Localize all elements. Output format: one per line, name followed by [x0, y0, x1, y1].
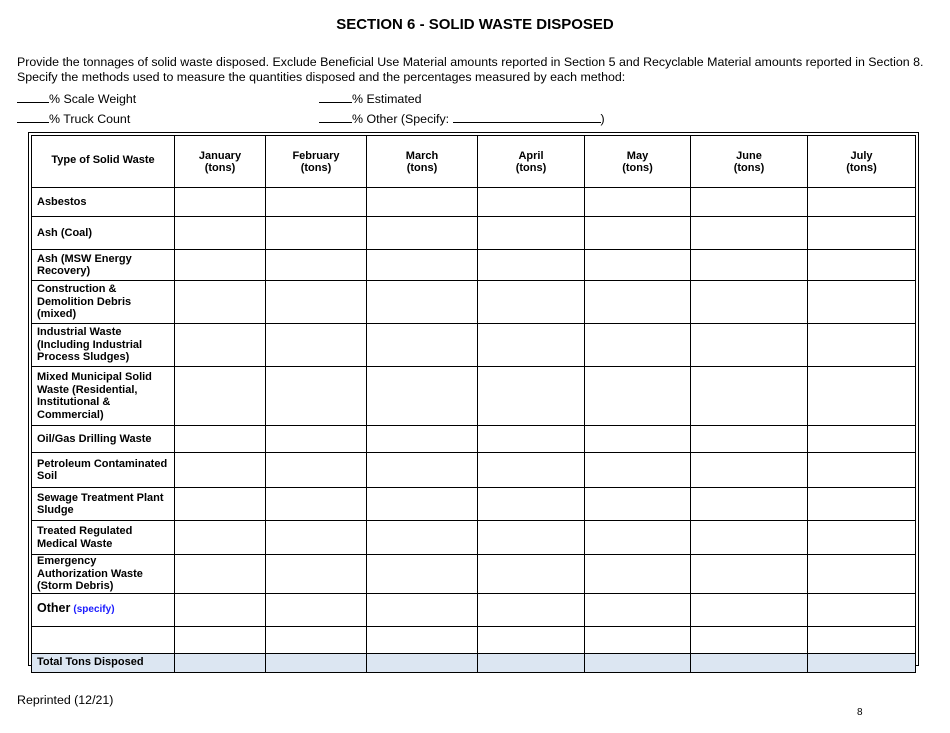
month-name: May [626, 149, 649, 162]
tonnage-cell[interactable] [266, 521, 367, 555]
total-cell[interactable] [478, 653, 585, 672]
other-type-cell[interactable] [32, 626, 175, 653]
waste-row [32, 217, 916, 250]
method-scale-weight[interactable] [17, 91, 136, 106]
tonnage-cell[interactable] [478, 593, 585, 626]
total-cell[interactable] [175, 653, 266, 672]
waste-type-label [32, 426, 175, 453]
waste-table-frame [28, 132, 919, 669]
tonnage-cell[interactable] [367, 250, 478, 281]
tonnage-cell[interactable] [585, 593, 691, 626]
tonnage-cell[interactable] [478, 217, 585, 250]
tonnage-cell[interactable] [175, 217, 266, 250]
tonnage-cell[interactable] [266, 488, 367, 521]
method-estimated[interactable] [319, 91, 422, 106]
waste-type-line: Waste (Residential, [37, 383, 138, 396]
tonnage-cell[interactable] [478, 626, 585, 653]
tonnage-cell[interactable] [585, 324, 691, 367]
tonnage-cell[interactable] [691, 250, 808, 281]
waste-type-label [32, 521, 175, 555]
waste-type-line: Demolition Debris [37, 295, 132, 308]
tonnage-cell[interactable] [175, 250, 266, 281]
tonnage-cell[interactable] [266, 324, 367, 367]
tonnage-cell[interactable] [175, 426, 266, 453]
tonnage-cell[interactable] [691, 217, 808, 250]
tonnage-cell[interactable] [808, 367, 916, 426]
waste-type-label [32, 250, 175, 281]
tonnage-cell[interactable] [175, 488, 266, 521]
tonnage-cell[interactable] [478, 521, 585, 555]
tonnage-cell[interactable] [367, 521, 478, 555]
waste-row [32, 250, 916, 281]
scale-weight-label: % Scale Weight [49, 92, 137, 106]
waste-type-label [32, 488, 175, 521]
tonnage-cell[interactable] [585, 521, 691, 555]
waste-type-line: Ash (MSW Energy [37, 252, 132, 265]
waste-type-line: Mixed Municipal Solid [37, 371, 152, 383]
tonnage-cell[interactable] [585, 281, 691, 324]
waste-type-line: Petroleum Contaminated [37, 457, 168, 470]
tonnage-cell[interactable] [691, 367, 808, 426]
tonnage-cell[interactable] [367, 281, 478, 324]
tonnage-cell[interactable] [175, 521, 266, 555]
tonnage-cell[interactable] [691, 521, 808, 555]
tonnage-cell[interactable] [478, 555, 585, 594]
total-cell[interactable] [585, 653, 691, 672]
month-name: July [850, 149, 873, 162]
tonnage-cell[interactable] [808, 426, 916, 453]
truck-count-blank[interactable] [17, 111, 49, 123]
waste-type-line: Oil/Gas Drilling Waste [37, 432, 152, 445]
instructions-line-1: Provide the tonnages of solid waste disposed. Exclude Beneficial Use Material amounts reported in Section 5 and Recyclable Material amounts reported in Section 8. [17, 55, 924, 69]
tonnage-cell[interactable] [367, 626, 478, 653]
other-row [32, 593, 916, 626]
waste-type-line: (mixed) [37, 308, 77, 321]
tonnage-cell[interactable] [585, 488, 691, 521]
page-title: SECTION 6 - SOLID WASTE DISPOSED [336, 16, 614, 33]
tonnage-cell[interactable] [478, 453, 585, 488]
waste-type-label [32, 367, 175, 426]
tonnage-cell[interactable] [367, 324, 478, 367]
header-row [32, 136, 916, 188]
waste-type-line: (Including Industrial [37, 338, 143, 351]
tonnage-cell[interactable] [175, 593, 266, 626]
tonnage-cell[interactable] [808, 521, 916, 555]
estimated-label: % Estimated [352, 92, 422, 106]
month-name: June [736, 149, 762, 162]
month-name: March [405, 149, 439, 162]
tonnage-cell[interactable] [808, 324, 916, 367]
method-other[interactable] [319, 111, 605, 126]
tonnage-cell[interactable] [266, 453, 367, 488]
tonnage-cell[interactable] [808, 453, 916, 488]
tonnage-cell[interactable] [808, 555, 916, 594]
reprint-note: Reprinted (12/21) [17, 693, 114, 707]
waste-row [32, 453, 916, 488]
tonnage-cell[interactable] [367, 555, 478, 594]
tonnage-cell[interactable] [691, 453, 808, 488]
tonnage-cell[interactable] [367, 188, 478, 217]
tonnage-cell[interactable] [808, 188, 916, 217]
waste-row [32, 555, 916, 594]
waste-type-line: Sludge [37, 504, 74, 516]
month-unit: (tons) [733, 161, 765, 174]
tonnage-cell[interactable] [691, 593, 808, 626]
tonnage-cell[interactable] [478, 324, 585, 367]
tonnage-cell[interactable] [266, 426, 367, 453]
total-cell[interactable] [691, 653, 808, 672]
estimated-blank[interactable] [319, 91, 352, 103]
waste-type-line: Recovery) [37, 265, 91, 277]
waste-type-label [32, 453, 175, 488]
month-header [175, 136, 266, 188]
other-label [32, 593, 175, 626]
waste-row [32, 521, 916, 555]
waste-type-line: Treated Regulated [37, 525, 133, 537]
scale-weight-blank[interactable] [17, 91, 49, 103]
tonnage-cell[interactable] [585, 626, 691, 653]
tonnage-cell[interactable] [585, 426, 691, 453]
total-cell[interactable] [367, 653, 478, 672]
waste-type-line: Sewage Treatment Plant [37, 491, 164, 504]
instructions-line-2: Specify the methods used to measure the quantities disposed and the percentages measured by each method: [17, 70, 626, 84]
total-label: Total Tons Disposed [32, 653, 175, 672]
tonnage-cell[interactable] [478, 281, 585, 324]
total-row [32, 653, 916, 672]
method-truck-count[interactable] [17, 111, 130, 126]
tonnage-cell[interactable] [585, 250, 691, 281]
tonnage-cell[interactable] [691, 426, 808, 453]
tonnage-cell[interactable] [585, 453, 691, 488]
waste-type-label [32, 188, 175, 217]
month-unit: (tons) [515, 161, 547, 174]
waste-row [32, 488, 916, 521]
other-method-label: % Other (Specify: [352, 112, 450, 126]
tonnage-cell[interactable] [808, 250, 916, 281]
tonnage-cell[interactable] [266, 593, 367, 626]
month-unit: (tons) [204, 161, 236, 174]
page-number: 8 [857, 707, 863, 718]
tonnage-cell[interactable] [175, 281, 266, 324]
waste-table [31, 135, 916, 673]
tonnage-cell[interactable] [808, 281, 916, 324]
tonnage-cell[interactable] [808, 626, 916, 653]
waste-row [32, 367, 916, 426]
tonnage-cell[interactable] [585, 188, 691, 217]
tonnage-cell[interactable] [367, 367, 478, 426]
waste-type-line: Asbestos [37, 195, 87, 208]
tonnage-cell[interactable] [691, 324, 808, 367]
tonnage-cell[interactable] [691, 281, 808, 324]
waste-row [32, 188, 916, 217]
tonnage-cell[interactable] [266, 188, 367, 217]
tonnage-cell[interactable] [266, 367, 367, 426]
tonnage-cell[interactable] [585, 217, 691, 250]
tonnage-cell[interactable] [478, 426, 585, 453]
month-name: April [518, 149, 544, 162]
tonnage-cell[interactable] [478, 488, 585, 521]
month-unit: (tons) [300, 161, 332, 174]
other-close-paren: ) [600, 112, 605, 126]
month-header [808, 136, 916, 188]
tonnage-cell[interactable] [691, 555, 808, 594]
month-header [478, 136, 585, 188]
month-unit: (tons) [846, 161, 877, 174]
tonnage-cell[interactable] [175, 188, 266, 217]
waste-row [32, 281, 916, 324]
tonnage-cell[interactable] [585, 367, 691, 426]
tonnage-cell[interactable] [367, 453, 478, 488]
waste-type-line: Industrial Waste [37, 326, 122, 339]
tonnage-cell[interactable] [585, 555, 691, 594]
instructions [17, 55, 937, 85]
tonnage-cell[interactable] [266, 281, 367, 324]
tonnage-cell[interactable] [266, 217, 367, 250]
waste-rows [32, 188, 916, 594]
tonnage-cell[interactable] [808, 217, 916, 250]
waste-type-label [32, 555, 175, 594]
waste-type-line: Soil [37, 470, 58, 482]
waste-type-line: Process Sludges) [37, 351, 130, 364]
month-name: February [292, 149, 340, 162]
waste-type-line: Construction & [37, 283, 117, 296]
tonnage-cell[interactable] [266, 250, 367, 281]
specify-hint: (specify) [73, 604, 115, 616]
tonnage-cell[interactable] [266, 626, 367, 653]
month-header [585, 136, 691, 188]
month-header [367, 136, 478, 188]
waste-type-line: (Storm Debris) [37, 580, 114, 592]
waste-type-line: Emergency [37, 555, 97, 567]
other-blank-row [32, 626, 916, 653]
month-header [266, 136, 367, 188]
truck-count-label: % Truck Count [49, 112, 131, 126]
waste-type-label [32, 217, 175, 250]
tonnage-cell[interactable] [175, 626, 266, 653]
tonnage-cell[interactable] [367, 217, 478, 250]
waste-row [32, 426, 916, 453]
tonnage-cell[interactable] [175, 324, 266, 367]
tonnage-cell[interactable] [808, 488, 916, 521]
other-specify-blank[interactable] [453, 111, 601, 123]
month-name: January [198, 149, 242, 162]
tonnage-cell[interactable] [478, 250, 585, 281]
waste-row [32, 324, 916, 367]
waste-type-label [32, 281, 175, 324]
tonnage-cell[interactable] [691, 626, 808, 653]
tonnage-cell[interactable] [367, 426, 478, 453]
month-unit: (tons) [406, 161, 438, 174]
tonnage-cell[interactable] [478, 367, 585, 426]
type-header: Type of Solid Waste [32, 136, 175, 188]
total-cell[interactable] [808, 653, 916, 672]
tonnage-cell[interactable] [175, 453, 266, 488]
waste-type-line: Ash (Coal) [37, 226, 92, 239]
tonnage-cell[interactable] [175, 367, 266, 426]
total-cell[interactable] [266, 653, 367, 672]
waste-type-label [32, 324, 175, 367]
other-text: Other [37, 601, 71, 616]
month-unit: (tons) [622, 161, 653, 174]
waste-type-line: Medical Waste [37, 537, 113, 550]
tonnage-cell[interactable] [266, 555, 367, 594]
other-percent-blank[interactable] [319, 111, 352, 123]
tonnage-cell[interactable] [367, 488, 478, 521]
tonnage-cell[interactable] [175, 555, 266, 594]
tonnage-cell[interactable] [478, 188, 585, 217]
tonnage-cell[interactable] [691, 488, 808, 521]
waste-type-line: Authorization Waste [37, 567, 143, 580]
waste-type-line: Institutional & [37, 396, 111, 408]
month-header [691, 136, 808, 188]
waste-type-line: Commercial) [37, 408, 104, 421]
tonnage-cell[interactable] [808, 593, 916, 626]
tonnage-cell[interactable] [367, 593, 478, 626]
tonnage-cell[interactable] [691, 188, 808, 217]
